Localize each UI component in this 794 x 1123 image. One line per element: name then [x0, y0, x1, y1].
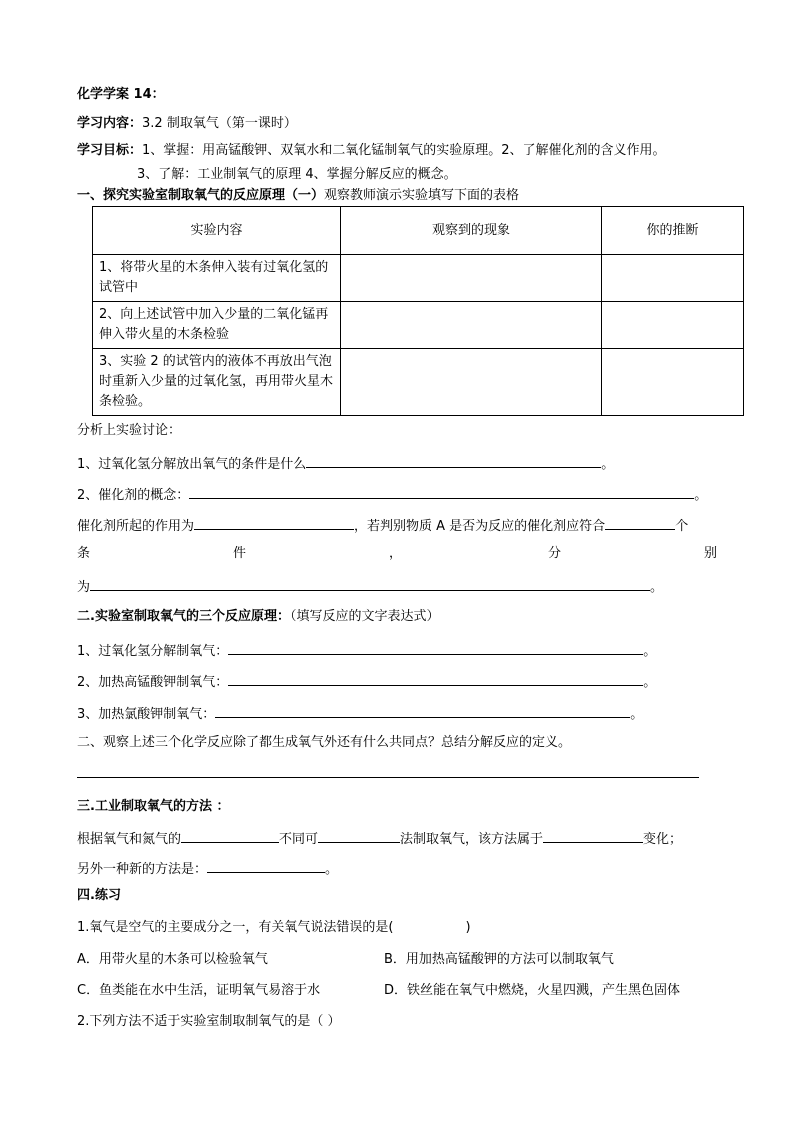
question-3-text-d: 为: [77, 580, 91, 595]
reaction-2-label: 2、加热高锰酸钾制氧气：: [77, 675, 229, 690]
table-cell-inference[interactable]: [602, 349, 744, 416]
section3-heading: 三.工业制取氧气的方法 ：: [77, 799, 230, 814]
study-content-line: [77, 115, 297, 133]
table-cell-observation[interactable]: [341, 349, 602, 416]
question-3-text-c: 个: [675, 519, 689, 534]
table-header-cell: 实验内容: [93, 207, 341, 255]
study-goal-text-2: 3、了解：工业制氧气的原理 4、掌握分解反应的概念。: [137, 167, 457, 182]
reaction-1-line: [77, 640, 656, 661]
period: 。: [630, 707, 644, 722]
answer-blank[interactable]: [228, 671, 643, 686]
answer-blank[interactable]: [543, 828, 643, 843]
study-content-value: 3.2 制取氧气（第一课时）: [142, 116, 297, 131]
exercise-2-text: 2.下列方法不适于实验室制取制氧气的是（ ）: [77, 1014, 341, 1029]
exercise-1-line: [77, 919, 471, 937]
answer-blank[interactable]: [194, 515, 354, 530]
spread-char: 别: [704, 546, 718, 561]
table-row: [93, 302, 744, 349]
period: 。: [650, 580, 664, 595]
table-cell-observation[interactable]: [341, 255, 602, 302]
study-goal-text-1: 1、掌握：用高锰酸钾、双氧水和二氧化锰制氧气的实验原理。2、了解催化剂的含义作用。: [142, 143, 666, 158]
table-cell-experiment: 3、实验 2 的试管内的液体不再放出气泡时重新入少量的过氧化氢，再用带火星木条检验。: [93, 349, 341, 416]
section2-heading: 二.实验室制取氧气的三个反应原理：: [77, 609, 290, 624]
reaction-3-line: [77, 703, 643, 724]
section3-text-b: 不同可: [279, 832, 319, 847]
answer-blank[interactable]: [605, 515, 675, 530]
table-header-cell: 你的推断: [602, 207, 744, 255]
section3-line-1: [77, 828, 682, 849]
question-3-line: [77, 515, 688, 536]
table-header-cell: 观察到的现象: [341, 207, 602, 255]
table-cell-observation[interactable]: [341, 302, 602, 349]
study-goal-line: [77, 142, 666, 160]
answer-blank[interactable]: [306, 453, 601, 468]
experiment-table: [92, 206, 744, 416]
option-b[interactable]: B．用加热高锰酸钾的方法可以制取氧气: [384, 952, 614, 967]
section3-text-d: 变化；: [643, 832, 683, 847]
section4-heading: 四.练习: [77, 888, 121, 903]
period: 。: [325, 862, 339, 877]
option-d[interactable]: D．铁丝能在氧气中燃烧，火星四溅，产生黑色固体: [384, 983, 681, 998]
study-goal-label: 学习目标：: [77, 143, 143, 158]
section3-text-e: 另外一种新的方法是：: [77, 862, 208, 877]
section1-heading-line: [77, 187, 519, 205]
spread-char: ，: [389, 546, 403, 561]
table-row: [93, 255, 744, 302]
spread-char: 分: [548, 546, 562, 561]
question-1-line: [77, 453, 614, 474]
section1-heading-note: 观察教师演示实验填写下面的表格: [324, 188, 520, 203]
question-2-text: 2、催化剂的概念：: [77, 488, 190, 503]
section2-question: 二、观察上述三个化学反应除了都生成氧气外还有什么共同点？总结分解反应的定义。: [77, 735, 572, 750]
table-cell-inference[interactable]: [602, 302, 744, 349]
answer-blank[interactable]: [189, 484, 694, 499]
table-row: [93, 349, 744, 416]
exercise-1-close: ): [465, 920, 471, 935]
section3-text-c: 法制取氧气，该方法属于: [400, 832, 544, 847]
period: 。: [643, 675, 657, 690]
answer-line[interactable]: [77, 777, 699, 778]
spread-char: 件: [233, 546, 247, 561]
section2-heading-line: [77, 608, 439, 626]
table-header-row: [93, 207, 744, 255]
study-content-label: 学习内容：: [77, 116, 143, 131]
period: 。: [601, 457, 615, 472]
option-c[interactable]: C．鱼类能在水中生活，证明氧气易溶于水: [77, 983, 321, 998]
question-3-line-cont: [77, 576, 663, 597]
table-cell-experiment: 2、向上述试管中加入少量的二氧化锰再伸入带火星的木条检验: [93, 302, 341, 349]
doc-title: 化学学案 14：: [77, 87, 165, 102]
question-1-text: 1、过氧化氢分解放出氧气的条件是什么: [77, 457, 307, 472]
discussion-label: 分析上实验讨论：: [77, 423, 182, 438]
exercise-1-text: 1.氧气是空气的主要成分之一，有关氧气说法错误的是(: [77, 920, 394, 935]
answer-blank[interactable]: [90, 576, 650, 591]
question-2-line: [77, 484, 707, 505]
answer-blank[interactable]: [228, 640, 643, 655]
answer-blank[interactable]: [207, 858, 325, 873]
answer-blank[interactable]: [215, 703, 630, 718]
question-3-text-b: ，若判别物质 A 是否为反应的催化剂应符合: [354, 519, 606, 534]
reaction-1-label: 1、过氧化氢分解制氧气：: [77, 644, 229, 659]
reaction-2-line: [77, 671, 656, 692]
table-cell-experiment: 1、将带火星的木条伸入装有过氧化氢的试管中: [93, 255, 341, 302]
answer-blank[interactable]: [181, 828, 279, 843]
section3-line-2: [77, 858, 338, 879]
period: 。: [694, 488, 708, 503]
section2-heading-note: （填写反应的文字表达式）: [289, 609, 440, 624]
option-a[interactable]: A．用带火星的木条可以检验氧气: [77, 952, 268, 967]
question-3-text-a: 催化剂所起的作用为: [77, 519, 195, 534]
section3-text-a: 根据氧气和氮气的: [77, 832, 182, 847]
spread-char: 条: [77, 546, 91, 561]
table-cell-inference[interactable]: [602, 255, 744, 302]
section1-heading: 一、探究实验室制取氧气的反应原理（一）: [77, 188, 325, 203]
reaction-3-label: 3、加热氯酸钾制氧气：: [77, 707, 216, 722]
period: 。: [643, 644, 657, 659]
answer-blank[interactable]: [318, 828, 400, 843]
